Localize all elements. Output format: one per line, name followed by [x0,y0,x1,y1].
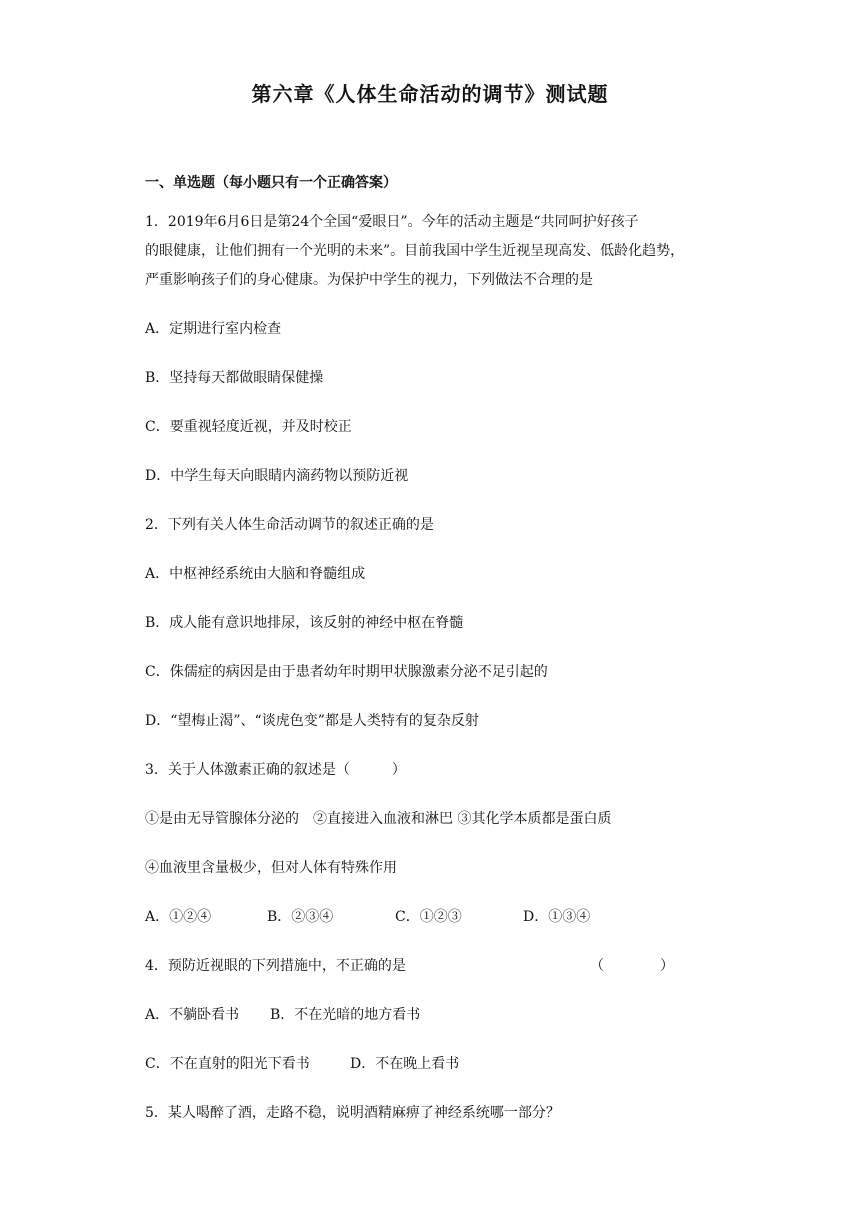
question-2-stem: 2．下列有关人体生命活动调节的叙述正确的是 [145,517,434,533]
question-3-option-a: A．①②④ [145,909,212,925]
question-4-option-b: B．不在光暗的地方看书 [270,1007,421,1023]
question-2-option-d: D．“望梅止渴”、“谈虎色变”都是人类特有的复杂反射 [145,713,479,729]
page-title: 第六章《人体生命活动的调节》测试题 [251,82,609,106]
questions-list [145,208,725,1148]
question-4-options-row-2 [145,1050,725,1079]
question-1-line-3: 严重影响孩子们的身心健康。为保护中学生的视力，下列做法不合理的是 [145,272,593,288]
question-4-option-a: A．不躺卧看书 [145,1007,240,1023]
question-2-option-b: B．成人能有意识地排尿，该反射的神经中枢在脊髓 [145,615,464,631]
question-1-option-a: A．定期进行室内检查 [145,321,282,337]
question-4-options-row-1 [145,1001,725,1030]
question-1-stem [145,208,725,295]
question-3-stem: 3．关于人体激素正确的叙述是（ ） [145,762,406,778]
question-1-option-c: C．要重视轻度近视，并及时校正 [145,419,352,435]
question-3-option-b: B．②③④ [267,909,334,925]
question-1-option-b: B．坚持每天都做眼睛保健操 [145,370,324,386]
question-3-options [145,903,725,932]
question-4-option-c: C．不在直射的阳光下看书 [145,1056,310,1072]
section-heading: 一、单选题（每小题只有一个正确答案） [145,175,397,191]
question-4-answer-bracket: （ ） [590,958,674,974]
question-2-option-c: C．侏儒症的病因是由于患者幼年时期甲状腺激素分泌不足引起的 [145,664,548,680]
question-3-option-d: D．①③④ [523,909,591,925]
question-4-stem: 4．预防近视眼的下列措施中，不正确的是 [145,958,406,974]
question-1-line-2: 的眼健康，让他们拥有一个光明的未来”。目前我国中学生近视呈现高发、低龄化趋势， [145,243,685,259]
question-5-stem: 5．某人喝醉了酒，走路不稳，说明酒精麻痹了神经系统哪一部分？ [145,1105,560,1121]
question-4-stem-row [145,952,725,981]
question-1-line-1: 1．2019年6月6日是第24个全国“爱眼日”。今年的活动主题是“共同呵护好孩子 [145,214,639,230]
question-2-option-a: A．中枢神经系统由大脑和脊髓组成 [145,566,366,582]
question-3-option-c: C．①②③ [395,909,462,925]
question-3-statements-1: ①是由无导管腺体分泌的 ②直接进入血液和淋巴 ③其化学本质都是蛋白质 [145,811,612,827]
question-4-option-d: D．不在晚上看书 [350,1056,460,1072]
question-3-statements-2: ④血液里含量极少，但对人体有特殊作用 [145,860,397,876]
question-1-option-d: D．中学生每天向眼睛内滴药物以预防近视 [145,468,409,484]
